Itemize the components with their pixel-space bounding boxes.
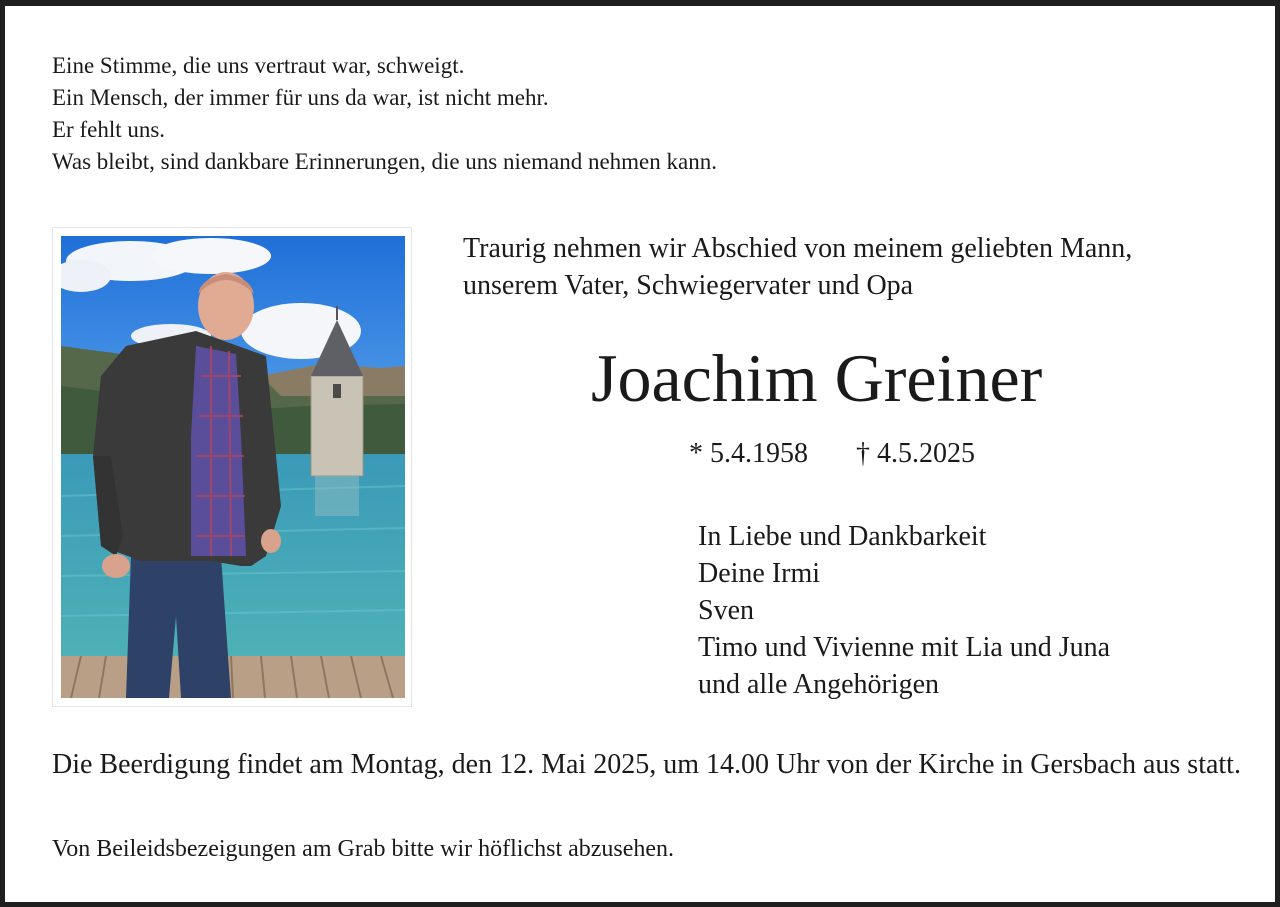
motto-line: Eine Stimme, die uns vertraut war, schweigt. — [52, 53, 465, 78]
portrait-photo-frame — [52, 227, 412, 707]
intro-line: unserem Vater, Schwiegervater und Opa — [463, 270, 914, 301]
condolence-note: Von Beileidsbezeigungen am Grab bitte wir höflichst abzusehen. — [52, 836, 675, 862]
intro-line: Traurig nehmen wir Abschied von meinem geliebten Mann, — [463, 233, 1133, 264]
motto-line: Er fehlt uns. — [52, 117, 166, 142]
signature-line: Timo und Vivienne mit Lia und Juna — [698, 632, 1111, 663]
intro-text — [463, 230, 1132, 304]
signature-line: und alle Angehörigen — [698, 669, 940, 700]
signature-line: Deine Irmi — [698, 558, 821, 589]
motto-line: Was bleibt, sind dankbare Erinnerungen, die uns niemand nehmen kann. — [52, 149, 717, 174]
funeral-announcement: Die Beerdigung findet am Montag, den 12. Mai 2025, um 14.00 Uhr von der Kirche in Gersbach aus statt. — [52, 749, 1241, 780]
portrait-photo — [61, 236, 405, 698]
death-date: † 4.5.2025 — [856, 438, 975, 469]
signature-line: Sven — [698, 595, 754, 626]
life-dates — [689, 436, 975, 472]
motto-line: Ein Mensch, der immer für uns da war, ist nicht mehr. — [52, 85, 549, 110]
mourners-signature — [698, 518, 1110, 703]
deceased-name: Joachim Greiner — [591, 340, 1043, 416]
motto-verse — [52, 50, 717, 178]
birth-date: * 5.4.1958 — [689, 438, 808, 469]
signature-line: In Liebe und Dankbarkeit — [698, 521, 987, 552]
